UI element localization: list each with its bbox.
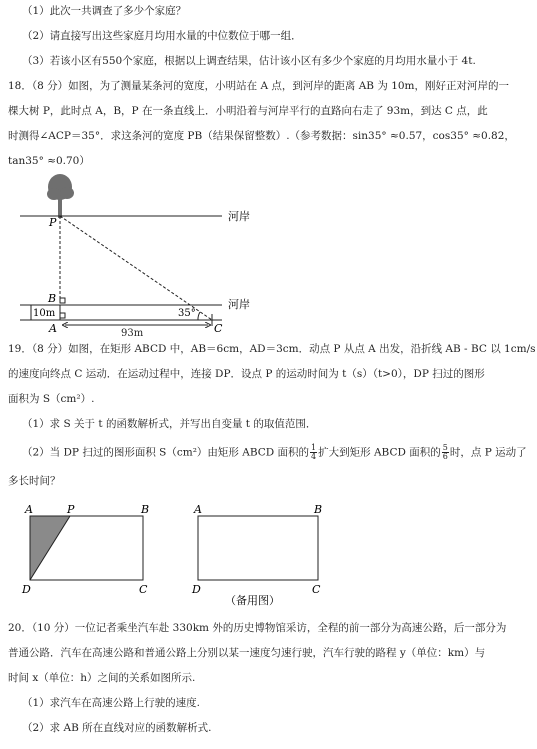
q18-line2: 棵大树 P，此时点 A，B，P 在一条直线上．小明沿着与河岸平行的直路向右走了 93m，到达 C 点，此 bbox=[8, 105, 488, 117]
label-P: P bbox=[49, 216, 57, 229]
q17-sub3: （3）若该小区有550个家庭，根据以上调查结果，估计该小区有多少个家庭的月均用水量小于 4t. bbox=[22, 55, 476, 67]
q19-line2: 的速度向终点 C 运动．在运动过程中，连接 DP．设点 P 的运动时间为 t（s）（t>0），DP 扫过的图形 bbox=[8, 368, 485, 380]
q20-sub2: （2）求 AB 所在直线对应的函数解析式. bbox=[22, 722, 212, 734]
fig1-P: P bbox=[67, 503, 75, 516]
fig1-B: B bbox=[141, 503, 150, 516]
q17-sub1: （1）此次一共调查了多少个家庭？ bbox=[22, 5, 187, 17]
label-A: A bbox=[49, 322, 57, 335]
q19-rectangles-figure bbox=[0, 500, 537, 610]
q19-sub2-c: 时，点 P 运动了 bbox=[449, 446, 527, 459]
q20-line2: 普通公路．汽车在高速公路和普通公路上分别以某一速度匀速行驶，汽车行驶的路程 y（单位：km）与 bbox=[8, 647, 486, 659]
dist-10m: 10m bbox=[33, 308, 56, 319]
q19-sub2 bbox=[22, 444, 527, 461]
q20-line1: 20．（10 分）一位记者乘坐汽车赴 330km 外的历史博物馆采访，全程的前一部分为高速公路，后一部分为 bbox=[8, 622, 507, 634]
fig2-B: B bbox=[314, 503, 323, 516]
fig1-A: A bbox=[25, 503, 33, 516]
q17-sub2: （2）请直接写出这些家庭月均用水量的中位数位于哪一组． bbox=[22, 30, 302, 42]
dist-93m: 93m bbox=[121, 328, 144, 339]
label-B: B bbox=[48, 292, 57, 305]
fig2-C: C bbox=[312, 583, 321, 596]
q19-sub2-a: （2）当 DP 扫过的图形面积 S（cm²）由矩形 ABCD 面积的 bbox=[22, 446, 310, 459]
dashed-PC bbox=[60, 216, 212, 320]
q20-line3: 时间 x（单位：h）之间的关系如图所示. bbox=[8, 672, 196, 684]
q19-line3: 面积为 S（cm²）. bbox=[8, 393, 95, 405]
fig1-C: C bbox=[139, 583, 148, 596]
fig2-A: A bbox=[194, 503, 202, 516]
fraction-one-quarter: $\frac{1}{4}$ bbox=[311, 443, 317, 461]
angle-arc bbox=[198, 312, 200, 320]
bottom-bank-label: 河岸 bbox=[228, 298, 250, 311]
tree-icon bbox=[47, 174, 74, 218]
q19-sub2-line2: 多长时间？ bbox=[8, 475, 61, 487]
label-C: C bbox=[214, 322, 223, 335]
q19-line1: 19．（8 分）如图，在矩形 ABCD 中，AB＝6cm，AD＝3cm．动点 P 从点 A 出发，沿折线 AB - BC 以 1cm/s bbox=[8, 343, 536, 355]
q18-line4: tan35° ≈0.70） bbox=[8, 155, 90, 167]
right-angle-B bbox=[60, 298, 65, 303]
rect-ABCD-2 bbox=[198, 516, 318, 580]
right-angle-A bbox=[60, 313, 65, 318]
q18-river-figure bbox=[0, 170, 537, 340]
q19-sub2-b: 扩大到矩形 ABCD 面积的 bbox=[318, 446, 441, 459]
fraction-five-sixths: $\frac{5}{6}$ bbox=[442, 443, 448, 461]
fig2-D: D bbox=[192, 583, 201, 596]
q18-line1: 18．（8 分）如图，为了测量某条河的宽度，小明站在 A 点，到河岸的距离 AB 为 10m，刚好正对河岸的一 bbox=[8, 80, 510, 92]
top-bank-label: 河岸 bbox=[228, 210, 250, 223]
fig2-caption: （备用图） bbox=[225, 594, 280, 607]
q19-sub1: （1）求 S 关于 t 的函数解析式，并写出自变量 t 的取值范围． bbox=[22, 418, 317, 430]
q18-line3: 时测得∠ACP＝35°．求这条河的宽度 PB（结果保留整数）.（参考数据：sin35° ≈0.57，cos35° ≈0.82， bbox=[8, 130, 515, 142]
q20-sub1: （1）求汽车在高速公路上行驶的速度. bbox=[22, 697, 201, 709]
angle-35: 35° bbox=[178, 308, 196, 319]
fig1-D: D bbox=[22, 583, 31, 596]
